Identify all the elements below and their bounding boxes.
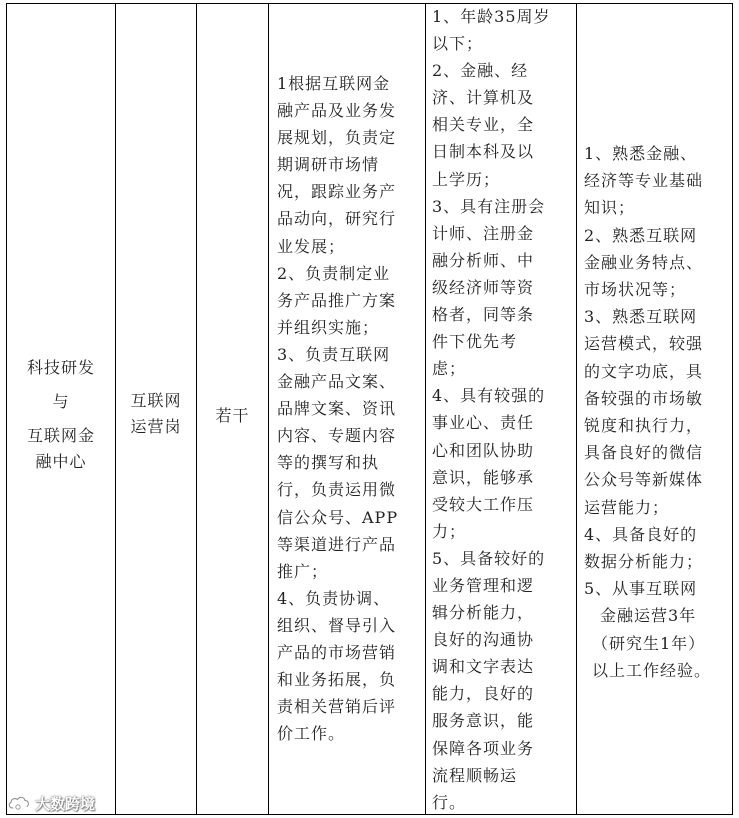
- requirement-line: 流程顺畅运: [432, 765, 518, 785]
- requirement-line: 日制本科及以: [432, 142, 535, 162]
- column-divider-4: [425, 3, 426, 815]
- responsibility-line: 期调研市场情: [277, 155, 380, 175]
- qualification-line: 5、从事互联网: [584, 579, 698, 599]
- responsibility-line: 2、负责制定业: [277, 263, 391, 283]
- responsibility-line: 况，跟踪业务产: [277, 182, 397, 202]
- requirement-line: 2、金融、经: [432, 61, 529, 81]
- department-line: 互联网金: [26, 426, 95, 445]
- requirement-line: 格者，同等条: [432, 305, 535, 325]
- column-divider-3: [268, 3, 269, 815]
- requirement-line: 件下优先考: [432, 332, 518, 352]
- requirement-line: 济、计算机及: [432, 88, 535, 108]
- table-border-left: [6, 3, 7, 815]
- qualification-line: 4、具备良好的: [584, 524, 698, 544]
- responsibility-line: 品牌文案、资讯: [277, 399, 397, 419]
- responsibility-line: 4、负责协调、: [277, 588, 391, 608]
- qualification-line: 运营模式，较强: [584, 334, 704, 354]
- watermark-text: 大数跨境: [35, 794, 96, 813]
- position-cell: [118, 388, 194, 440]
- requirement-line: 事业心、责任: [432, 413, 535, 433]
- responsibility-line: 业发展；: [277, 236, 346, 256]
- cloud-logo-icon: [6, 793, 32, 813]
- responsibility-line: 等渠道进行产品: [277, 534, 397, 554]
- requirement-line: 相关专业，全: [432, 115, 535, 135]
- qualification-line: 2、熟悉互联网: [584, 225, 698, 245]
- responsibility-line: 信公众号、APP: [277, 507, 399, 527]
- responsibility-line: 品动向，研究行: [277, 209, 397, 229]
- requirement-line: 业务管理和逻: [432, 575, 535, 595]
- qualification-line: 金融业务特点、: [584, 252, 704, 272]
- qualification-line: 市场状况等；: [584, 280, 687, 300]
- requirement-line: 1、年龄35周岁: [432, 7, 551, 26]
- requirement-line: 级经济师等资: [432, 277, 535, 297]
- requirement-line: 5、具备较好的: [432, 548, 546, 568]
- requirement-line: 调和文字表达: [432, 657, 535, 677]
- responsibility-line: 推广；: [277, 561, 329, 581]
- responsibility-line: 内容、专题内容: [277, 426, 397, 446]
- qualification-line: 运营能力；: [584, 497, 670, 517]
- qualification-line: （研究生1年）: [592, 633, 706, 653]
- requirement-line: 服务意识，能: [432, 711, 535, 731]
- responsibility-line: 和业务拓展，负: [277, 670, 397, 690]
- requirement-line: 良好的沟通协: [432, 630, 535, 650]
- department-line: 与: [52, 392, 70, 411]
- position-line: 互联网: [130, 391, 182, 410]
- department-cell: [10, 355, 112, 475]
- requirement-line: 计师、注册金: [432, 223, 535, 243]
- position-line: 运营岗: [130, 417, 182, 436]
- responsibility-line: 组织、督导引入: [277, 615, 397, 635]
- responsibility-line: 行，负责运用微: [277, 480, 397, 500]
- responsibility-line: 展规划，负责定: [277, 128, 397, 148]
- column-divider-5: [576, 3, 577, 815]
- requirement-line: 3、具有注册会: [432, 196, 546, 216]
- responsibility-line: 价工作。: [277, 724, 346, 744]
- qualification-line: 备较强的市场敏: [584, 388, 704, 408]
- responsibility-line: 融产品及业务发: [277, 101, 397, 121]
- department-line: 融中心: [35, 452, 87, 471]
- responsibility-line: 3、负责互联网: [277, 344, 391, 364]
- qualification-line: 公众号等新媒体: [584, 470, 704, 490]
- qualification-line: 具备良好的微信: [584, 443, 704, 463]
- watermark: [6, 791, 116, 815]
- requirement-line: 意识，能够承: [432, 467, 535, 487]
- qualification-line: 以上工作经验。: [592, 660, 712, 680]
- responsibility-line: 金融产品文案、: [277, 372, 397, 392]
- qualification-line: 数据分析能力；: [584, 552, 704, 572]
- responsibility-line: 等的撰写和执: [277, 453, 380, 473]
- responsibility-line: 并组织实施；: [277, 317, 380, 337]
- requirement-line: 融分析师、中: [432, 250, 535, 270]
- headcount-cell: [199, 403, 266, 429]
- requirement-line: 能力，良好的: [432, 684, 535, 704]
- requirement-line: 力；: [432, 521, 467, 541]
- qualification-line: 锐度和执行力，: [584, 416, 704, 436]
- requirements-cell: [432, 3, 574, 816]
- requirement-line: 辑分析能力，: [432, 603, 535, 623]
- responsibilities-cell: [277, 70, 423, 747]
- qualification-line: 知识；: [584, 198, 636, 218]
- qualification-line: 3、熟悉互联网: [584, 307, 698, 327]
- requirement-line: 以下；: [432, 34, 484, 54]
- requirement-line: 心和团队协助: [432, 440, 535, 460]
- responsibility-line: 务产品推广方案: [277, 290, 397, 310]
- requirement-line: 虑；: [432, 359, 467, 379]
- department-line: 科技研发: [26, 358, 95, 377]
- requirement-line: 受较大工作压: [432, 494, 535, 514]
- responsibility-line: 产品的市场营销: [277, 642, 397, 662]
- qualification-line: 金融运营3年: [600, 606, 697, 626]
- column-divider-2: [196, 3, 197, 815]
- responsibility-line: 1根据互联网金: [277, 74, 391, 93]
- responsibility-line: 责相关营销后评: [277, 697, 397, 717]
- requirement-line: 4、具有较强的: [432, 386, 546, 406]
- qualifications-cell: [584, 140, 730, 684]
- qualification-line: 的文字功底，具: [584, 361, 704, 381]
- headcount-value: 若干: [215, 406, 250, 425]
- column-divider-1: [115, 3, 116, 815]
- requirement-line: 保障各项业务: [432, 738, 535, 758]
- table-border-right: [732, 3, 733, 815]
- qualification-line: 1、熟悉金融、: [584, 144, 698, 163]
- requirement-line: 行。: [432, 792, 467, 812]
- requirement-line: 上学历；: [432, 169, 501, 189]
- qualification-line: 经济等专业基础: [584, 171, 704, 191]
